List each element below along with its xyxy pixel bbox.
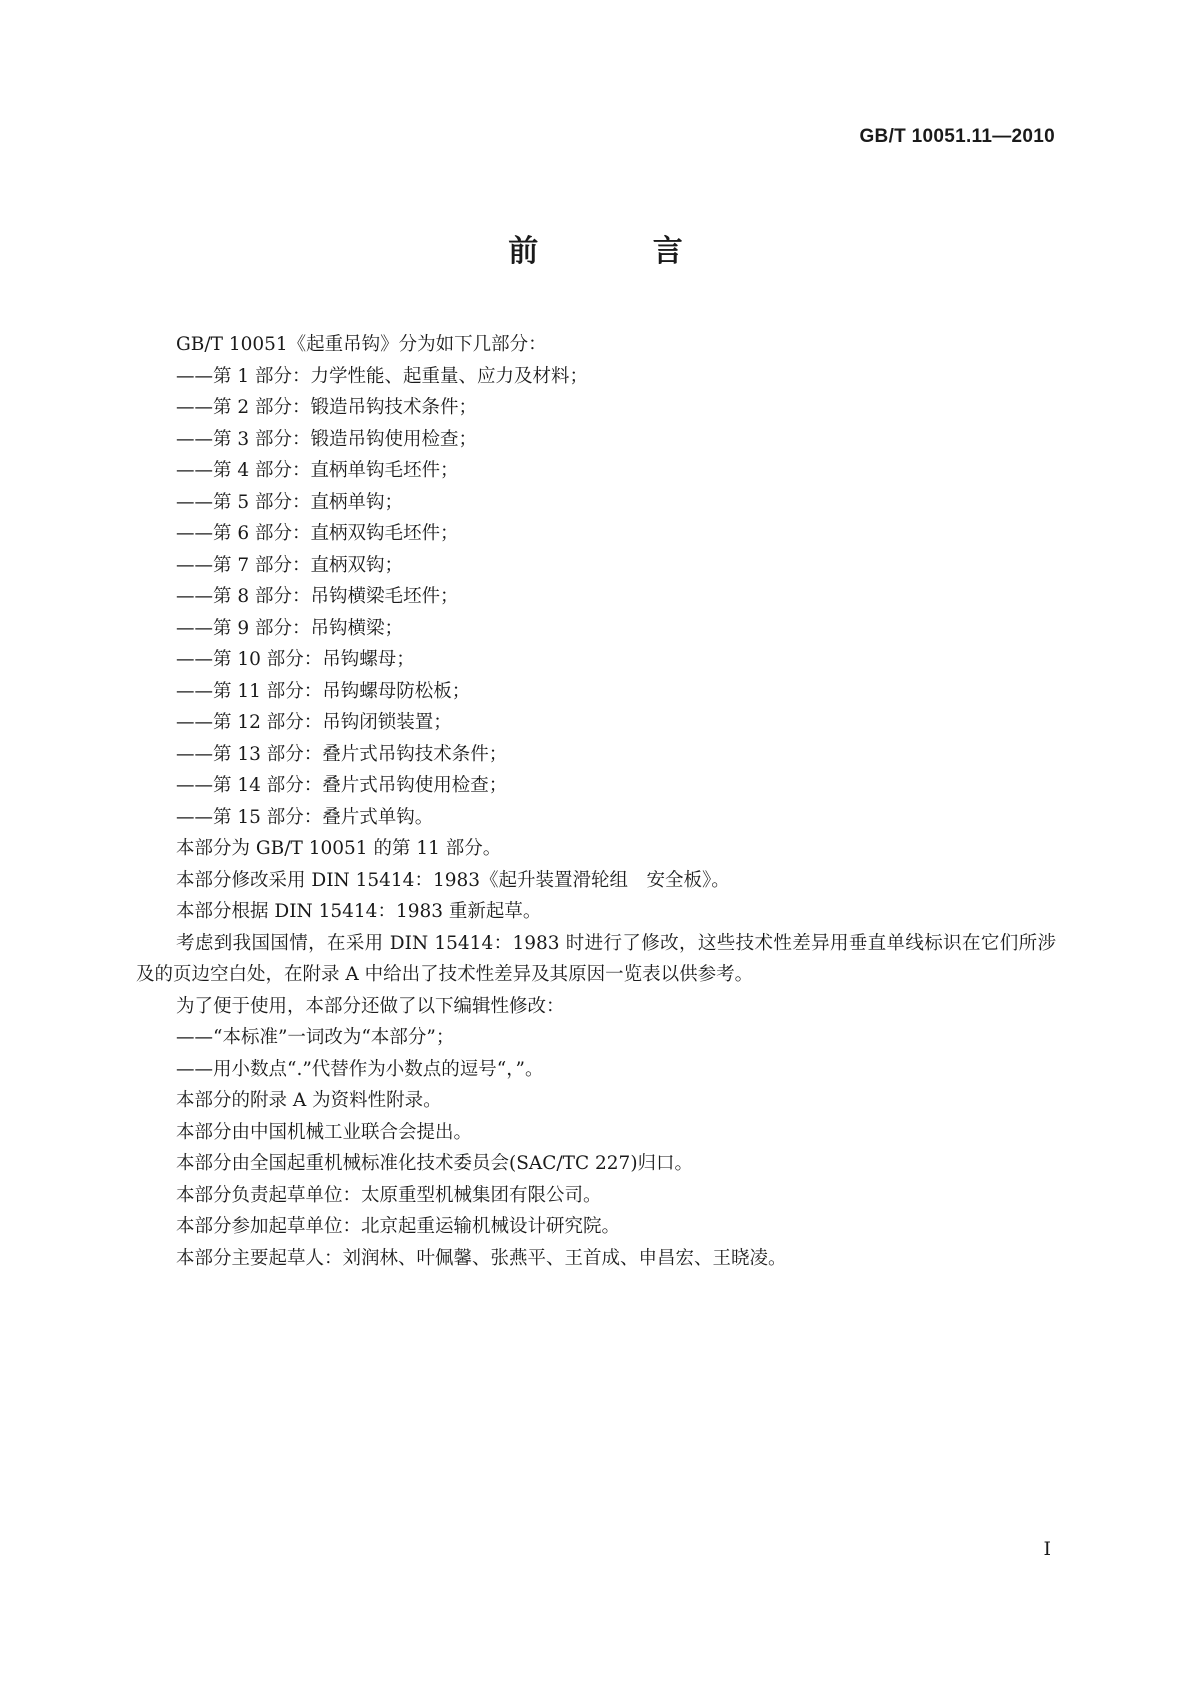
list-item: ——第 10 部分：吊钩螺母； <box>176 649 415 670</box>
page-title: 前 言 <box>508 234 735 269</box>
list-item: ——第 1 部分：力学性能、起重量、应力及材料； <box>176 365 589 387</box>
list-item: ——第 15 部分：叠片式单钩。 <box>176 806 434 828</box>
paragraph: 本部分负责起草单位：太原重型机械集团有限公司。 <box>176 1184 602 1206</box>
standard-code: GB/T 10051.11—2010 <box>859 126 1055 147</box>
list-item: ——用小数点“.”代替作为小数点的逗号“，”。 <box>176 1058 544 1080</box>
list-item: ——第 12 部分：吊钩闭锁装置； <box>176 712 452 733</box>
list-item: ——第 5 部分：直柄单钩； <box>176 491 404 513</box>
list-item: ——第 2 部分：锻造吊钩技术条件； <box>176 397 478 418</box>
list-item: ——第 7 部分：直柄双钩； <box>176 554 404 576</box>
paragraph: 本部分由全国起重机械标准化技术委员会(SAC/TC 227)归口。 <box>176 1153 694 1174</box>
paragraph: 本部分主要起草人：刘润林、叶佩馨、张燕平、王首成、申昌宏、王晓凌。 <box>176 1247 787 1269</box>
paragraph: 为了便于使用，本部分还做了以下编辑性修改： <box>176 995 565 1017</box>
list-item: ——第 6 部分：直柄双钩毛坯件； <box>176 523 459 544</box>
list-item: ——第 3 部分：锻造吊钩使用检查； <box>176 428 478 450</box>
page-number: I <box>1043 1538 1051 1560</box>
paragraph: 本部分根据 DIN 15414：1983 重新起草。 <box>176 901 542 922</box>
foreword-body <box>136 329 1056 1274</box>
paragraph: 本部分为 GB/T 10051 的第 11 部分。 <box>176 838 502 859</box>
paragraph: 本部分由中国机械工业联合会提出。 <box>176 1121 473 1143</box>
list-item: ——第 14 部分：叠片式吊钩使用检查； <box>176 775 508 796</box>
paragraph: GB/T 10051《起重吊钩》分为如下几部分： <box>176 334 547 355</box>
paragraph: 本部分的附录 A 为资料性附录。 <box>176 1090 442 1111</box>
paragraph: 考虑到我国国情，在采用 DIN 15414：1983 时进行了修改，这些技术性差异用垂直单线标识在它们所涉及的页边空白处，在附录 A 中给出了技术性差异及其原因一览表以供参考。 <box>136 932 1056 985</box>
list-item: ——第 11 部分：吊钩螺母防松板； <box>176 680 471 702</box>
list-item: ——第 4 部分：直柄单钩毛坯件； <box>176 460 459 481</box>
list-item: ——第 13 部分：叠片式吊钩技术条件； <box>176 743 508 765</box>
list-item: ——第 9 部分：吊钩横梁； <box>176 617 404 639</box>
list-item: ——第 8 部分：吊钩横梁毛坯件； <box>176 586 459 607</box>
list-item: ——“本标准”一词改为“本部分”； <box>176 1027 455 1048</box>
paragraph: 本部分修改采用 DIN 15414：1983《起升装置滑轮组 安全板》。 <box>176 869 730 891</box>
paragraph: 本部分参加起草单位：北京起重运输机械设计研究院。 <box>176 1216 621 1237</box>
